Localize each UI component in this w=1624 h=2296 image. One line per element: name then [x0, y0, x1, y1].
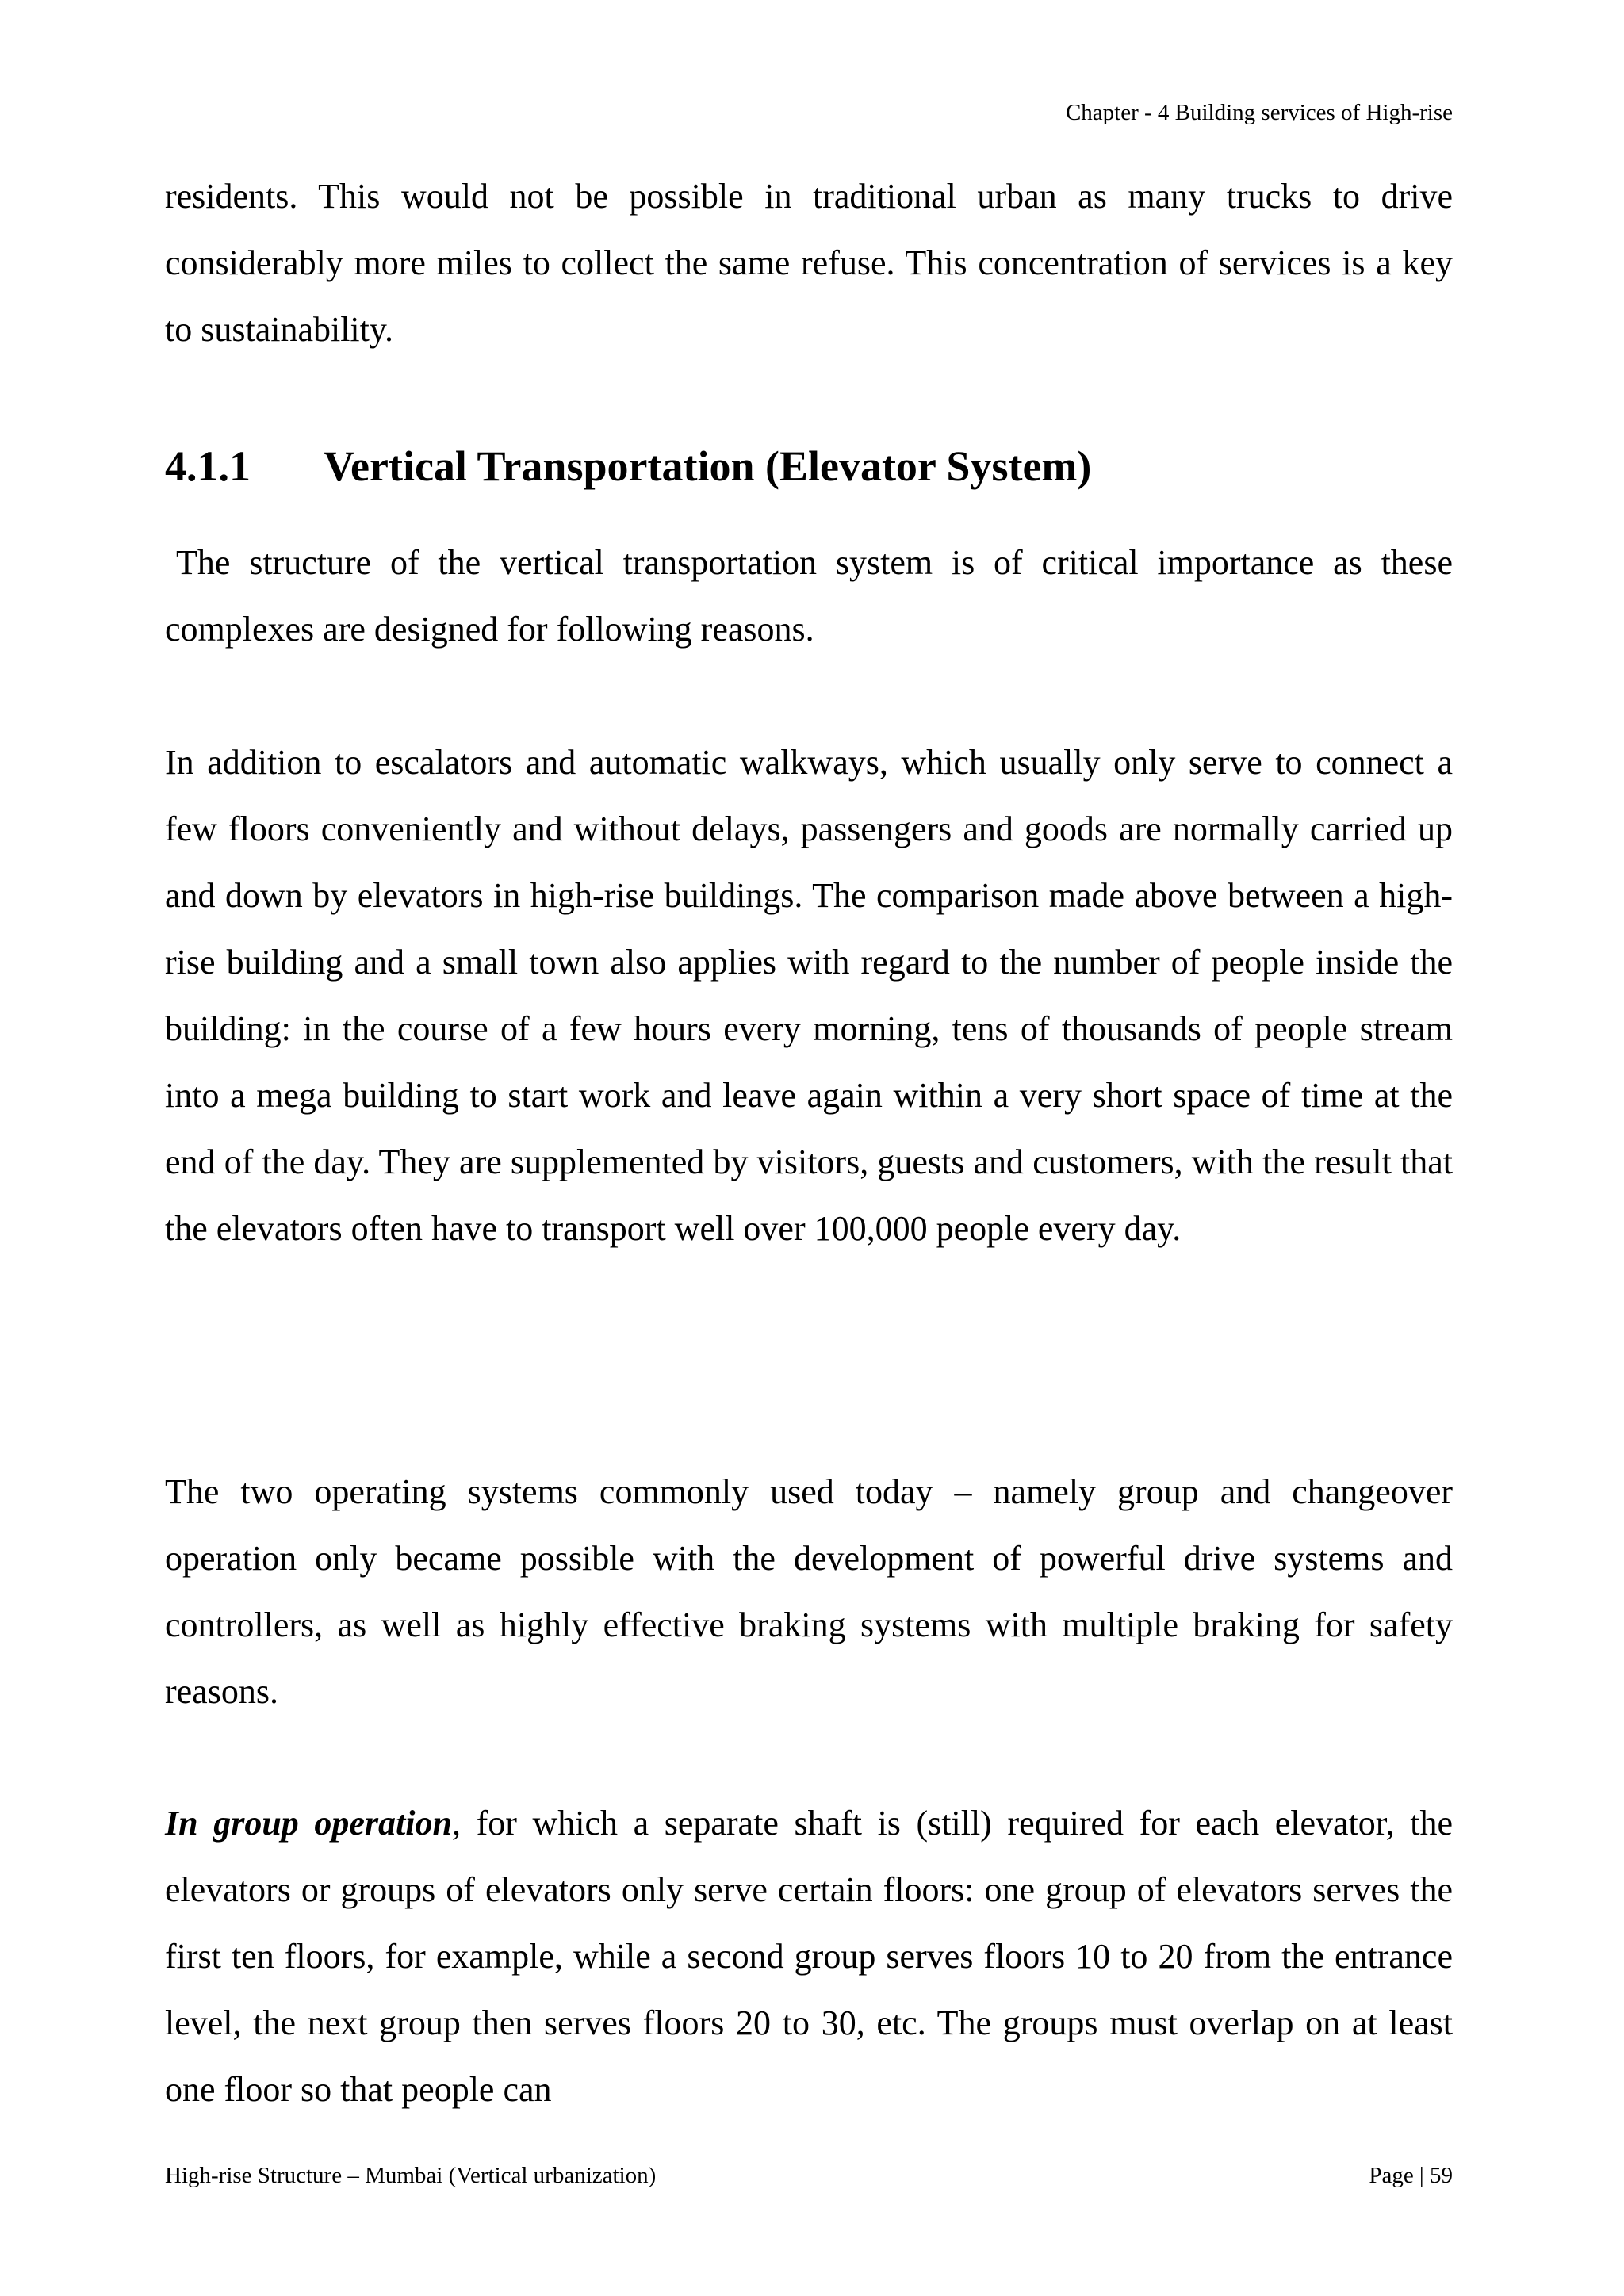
- section-heading: [165, 434, 1453, 498]
- paragraph-operating-systems: The two operating systems commonly used today – namely group and changeover operation only became possible with the development of powerful drive systems and controllers, as well as highly effective braking systems with multiple braking for safety reasons.: [165, 1472, 1453, 1711]
- running-header: Chapter - 4 Building services of High-rise: [1065, 100, 1453, 125]
- footer-document-title: High-rise Structure – Mumbai (Vertical urbanization): [165, 2163, 657, 2188]
- section-number: 4.1.1: [165, 442, 251, 490]
- group-operation-text: for which a separate shaft is (still) required for each elevator, the elevators or groups of elevators only serve certain floors: one group of elevators serves the first ten floors, for example, while a second group serves floors 10 to 20 from the entrance level, the next group then serves floors 20 to 30, etc. The groups must overlap on at least one floor so that people can: [165, 1804, 1453, 2109]
- paragraph-intro: The structure of the vertical transportation system is of critical importance as these complexes are designed for following reasons.: [165, 543, 1453, 649]
- group-operation-term: In group operation: [165, 1804, 452, 1843]
- section-title: Vertical Transportation (Elevator System): [324, 442, 1092, 490]
- page-number: Page | 59: [1369, 2163, 1453, 2188]
- paragraph-group-operation: [165, 1790, 1453, 2123]
- paragraph-elevators: In addition to escalators and automatic walkways, which usually only serve to connect a few floors conveniently and without delays, passengers and goods are normally carried up and down by elevators in high-rise buildings. The comparison made above between a high-rise building and a small town also applies with regard to the number of people inside the building: in the course of a few hours every morning, tens of thousands of people stream into a mega building to start work and leave again within a very short space of time at the end of the day. They are supplemented by visitors, guests and customers, with the result that the elevators often have to transport well over 100,000 people every day.: [165, 743, 1453, 1248]
- paragraph-continuation: residents. This would not be possible in traditional urban as many trucks to drive considerably more miles to collect the same refuse. This concentration of services is a key to sustainability.: [165, 177, 1453, 349]
- group-operation-comma: ,: [451, 1804, 461, 1843]
